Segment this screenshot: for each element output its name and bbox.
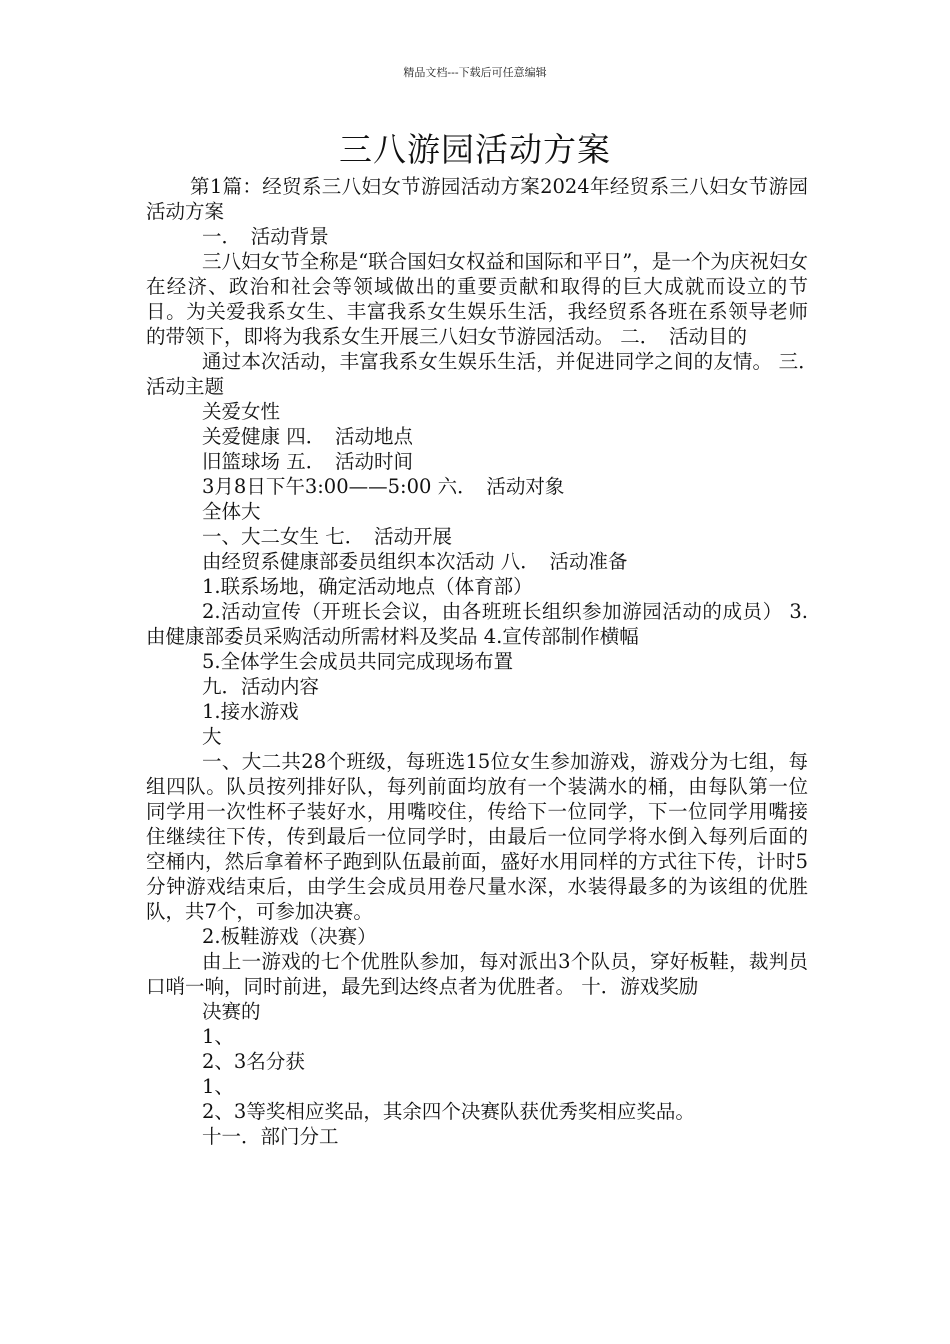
paragraph: 一、大二共28个班级，每班选15位女生参加游戏，游戏分为七组，每组四队。队员按列排好队，每列前面均放有一个装满水的桶，由每队第一位同学用一次性杯子装好水，用嘴咬住，传给下一位同学，下一位同学用嘴接住继续往下传，传到最后一位同学时，由最后一位同学将水倒入每列后面的空桶内，然后拿着杯子跑到队伍最前面，盛好水用同样的方式往下传，计时5分钟游戏结束后，由学生会成员用卷尺量水深，水装得最多的为该组的优胜队，共7个，可参加决赛。	[146, 750, 808, 923]
document-title: 三八游园活动方案	[339, 130, 611, 169]
paragraph: 九．活动内容	[202, 675, 320, 698]
paragraph: 3月8日下午3:00——5:00 六． 活动对象	[202, 475, 565, 498]
paragraph: 全体大	[202, 500, 261, 523]
paragraph: 1、	[202, 1025, 234, 1048]
paragraph: 1.接水游戏	[202, 700, 299, 723]
paragraph: 三八妇女节全称是“联合国妇女权益和国际和平日”，是一个为庆祝妇女在经济、政治和社会等领域做出的重要贡献和取得的巨大成就而设立的节日。为关爱我系女生、丰富我系女生娱乐生活，我经贸系各班在系领导老师的带领下，即将为我系女生开展三八妇女节游园活动。 二． 活动目的	[146, 250, 808, 348]
paragraph: 第1篇：经贸系三八妇女节游园活动方案2024年经贸系三八妇女节游园活动方案	[146, 175, 808, 223]
paragraph: 1、	[202, 1075, 234, 1098]
paragraph: 决赛的	[202, 1000, 261, 1023]
paragraph: 十一．部门分工	[202, 1125, 339, 1148]
document-body	[146, 174, 828, 1149]
paragraph: 2.板鞋游戏（决赛）	[202, 925, 377, 948]
paragraph: 2、3等奖相应奖品，其余四个决赛队获优秀奖相应奖品。	[202, 1100, 695, 1123]
paragraph: 由上一游戏的七个优胜队参加，每对派出3个队员，穿好板鞋，裁判员口哨一响，同时前进，最先到达终点者为优胜者。 十．游戏奖励	[146, 950, 808, 998]
paragraph: 一． 活动背景	[202, 225, 329, 248]
paragraph: 大	[202, 725, 222, 748]
paragraph: 关爱女性	[202, 400, 281, 423]
paragraph: 1.联系场地，确定活动地点（体育部）	[202, 575, 533, 598]
paragraph: 2.活动宣传（开班长会议，由各班班长组织参加游园活动的成员） 3.由健康部委员采购活动所需材料及奖品 4.宣传部制作横幅	[146, 600, 808, 648]
paragraph: 关爱健康 四． 活动地点	[202, 425, 413, 448]
paragraph: 5.全体学生会成员共同完成现场布置	[202, 650, 514, 673]
paragraph: 通过本次活动，丰富我系女生娱乐生活，并促进同学之间的友情。 三． 活动主题	[146, 350, 828, 398]
page-header: 精品文档---下载后可任意编辑	[403, 66, 547, 79]
paragraph: 由经贸系健康部委员组织本次活动 八． 活动准备	[202, 550, 628, 573]
paragraph: 一、大二女生 七． 活动开展	[202, 525, 452, 548]
paragraph: 2、3名分获	[202, 1050, 305, 1073]
paragraph: 旧篮球场 五． 活动时间	[202, 450, 413, 473]
